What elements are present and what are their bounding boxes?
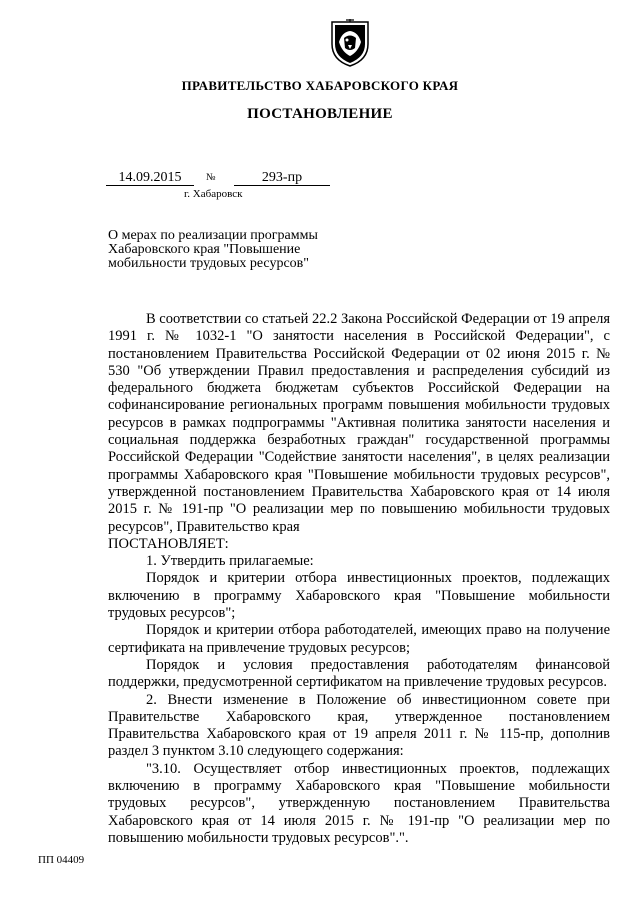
item-1: 1. Утвердить прилагаемые: bbox=[146, 553, 314, 570]
document-city: г. Хабаровск bbox=[184, 188, 243, 200]
item-1a: Порядок и критерии отбора инвестиционных проектов, подлежащих включению в программу Хабаровского края "Повышение мобильности трудовых ресурсов"; bbox=[108, 570, 610, 622]
resolves-heading: ПОСТАНОВЛЯЕТ: bbox=[108, 535, 229, 552]
item-1b: Порядок и критерии отбора работодателей, имеющих право на получение сертификата на привлечение трудовых ресурсов; bbox=[108, 622, 610, 656]
item-2: 2. Внести изменение в Положение об инвестиционном совете при Правительстве Хабаровского края, утвержденное постановлением Правительства Хабаровского края от 19 апреля 2011 г. № 115-пр, дополнив раздел 3 пунктом 3.10 следующего содержания: bbox=[108, 691, 610, 760]
document-number: 293-пр bbox=[234, 170, 330, 186]
document-stamp: ПП 04409 bbox=[38, 854, 85, 866]
coat-of-arms-icon bbox=[328, 18, 372, 68]
document-subject: О мерах по реализации программы Хабаровского края "Повышение мобильности трудовых ресурсов" bbox=[108, 228, 318, 271]
document-type-title: ПОСТАНОВЛЕНИЕ bbox=[247, 106, 393, 122]
government-title: ПРАВИТЕЛЬСТВО ХАБАРОВСКОГО КРАЯ bbox=[181, 78, 459, 93]
item-2-quote: "3.10. Осуществляет отбор инвестиционных проектов, подлежащих включению в программу Хабаровского края "Повышение мобильности трудовых ресурсов", утвержденную постановлением Правительства Хабаровского края от 14 июля 2015 г. № 191-пр "О реализации мер по повышению мобильности трудовых ресурсов".". bbox=[108, 760, 610, 846]
document-date: 14.09.2015 bbox=[106, 170, 194, 186]
number-sign: № bbox=[206, 172, 216, 183]
item-1c: Порядок и условия предоставления работодателям финансовой поддержки, предусмотренной сертификатом на привлечение трудовых ресурсов. bbox=[108, 656, 610, 691]
document-body bbox=[108, 311, 610, 847]
preamble-paragraph: В соответствии со статьей 22.2 Закона Российской Федерации от 19 апреля 1991 г. № 1032-1 "О занятости населения в Российской Федерации", с постановлением Правительства Российской Федерации от 02 июня 2015 г. № 530 "Об утверждении Правил предоставления и распределения субсидий из федерального бюджета бюджетам субъектов Российской Федерации на софинансирование региональных программ повышения мобильности трудовых ресурсов в рамках подпрограммы "Активная политика занятости населения и социальная поддержка безработных граждан" государственной программы Российской Федерации "Содействие занятости населения", в целях реализации программы Хабаровского края "Повышение мобильности трудовых ресурсов", утвержденной постановлением Правительства Хабаровского края от 14 июля 2015 г. № 191-пр "О реализации мер по повышению мобильности трудовых ресурсов", Правительство края bbox=[108, 311, 610, 535]
